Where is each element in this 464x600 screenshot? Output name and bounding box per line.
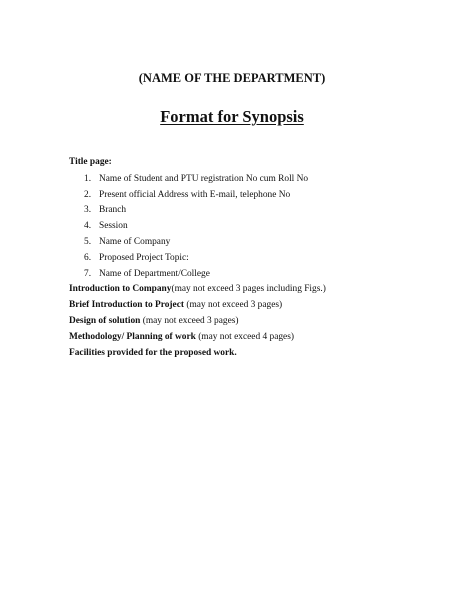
section-methodology: [69, 330, 449, 346]
list-item-number: 5.: [84, 236, 92, 247]
list-item-text: Name of Student and PTU registration No cum Roll No: [99, 173, 309, 184]
title-page-label: Title page:: [69, 157, 112, 167]
list-item-text: Name of Company: [99, 236, 171, 247]
page-title: Format for Synopsis: [160, 107, 304, 126]
list-item-text: Branch: [99, 205, 127, 216]
section-facilities: [69, 346, 449, 362]
list-item-number: 7.: [84, 268, 92, 279]
list-item: [84, 251, 449, 267]
list-item: [84, 267, 449, 283]
list-item-text: Name of Department/College: [99, 268, 210, 279]
title-page-list: [69, 172, 449, 283]
list-item: [84, 172, 449, 188]
section-note: (may not exceed 3 pages): [140, 315, 239, 326]
list-item-number: 6.: [84, 252, 92, 263]
section-heading: Brief Introduction to Project: [69, 300, 184, 311]
list-item-number: 4.: [84, 221, 92, 232]
list-item-text: Proposed Project Topic:: [99, 252, 189, 263]
section-heading: Design of solution: [69, 315, 141, 326]
section-design-of-solution: [69, 314, 449, 330]
list-item-text: Session: [99, 221, 128, 232]
list-item-number: 1.: [84, 173, 92, 184]
synopsis-content: [69, 155, 449, 361]
section-introduction-to-company: [69, 282, 449, 298]
list-item: [84, 203, 449, 219]
section-brief-introduction-to-project: [69, 298, 449, 314]
section-note: (may not exceed 3 pages): [184, 300, 283, 311]
list-item: [84, 219, 449, 235]
section-heading: Introduction to Company: [69, 284, 172, 295]
section-note: (may not exceed 3 pages including Figs.): [171, 284, 326, 295]
department-heading: (NAME OF THE DEPARTMENT): [138, 71, 326, 85]
section-heading: Methodology/ Planning of work: [69, 331, 196, 342]
list-item: [84, 235, 449, 251]
list-item-text: Present official Address with E-mail, telephone No: [99, 189, 291, 200]
section-heading: Facilities provided for the proposed work.: [69, 347, 237, 358]
list-item: [84, 188, 449, 204]
list-item-number: 2.: [84, 189, 92, 200]
list-item-number: 3.: [84, 205, 92, 216]
section-note: (may not exceed 4 pages): [195, 331, 294, 342]
